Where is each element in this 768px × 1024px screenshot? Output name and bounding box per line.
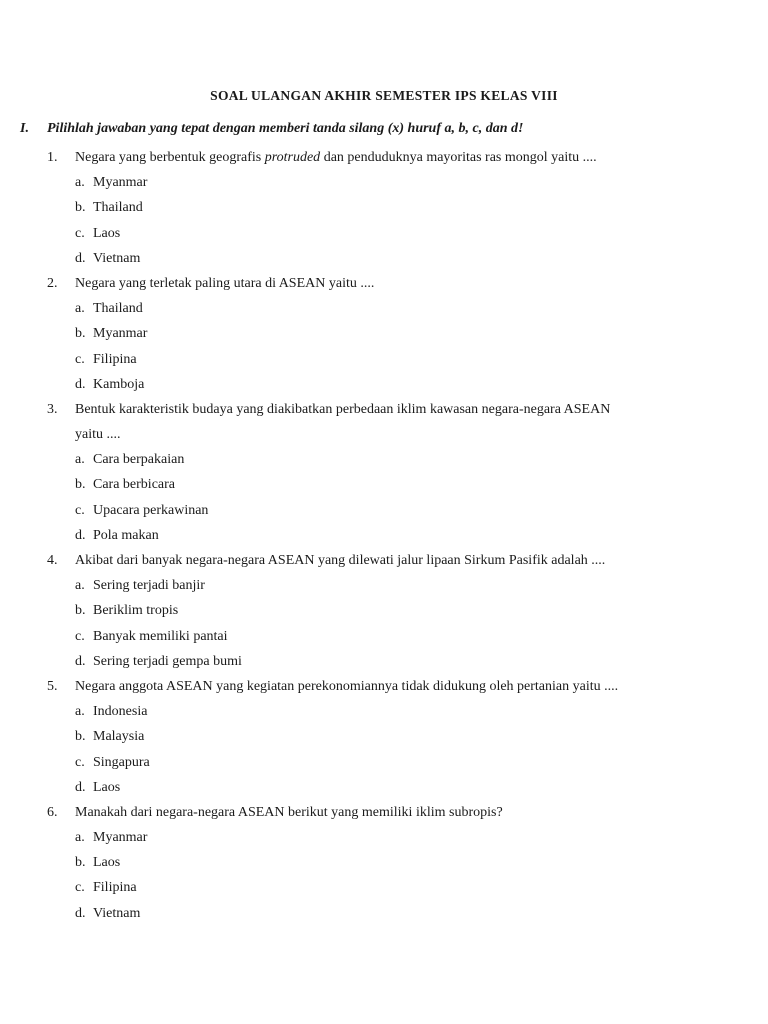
- question-text-continuation: yaitu ....: [75, 427, 121, 443]
- option-text: Malaysia: [93, 729, 145, 745]
- option-letter: b.: [75, 855, 86, 871]
- option-b[interactable]: [0, 850, 768, 875]
- option-text: Upacara perkawinan: [93, 502, 209, 518]
- question-text: Bentuk karakteristik budaya yang diakibatkan perbedaan iklim kawasan negara-negara ASEAN: [75, 401, 611, 417]
- option-letter: a.: [75, 452, 85, 468]
- question-number: 6.: [47, 804, 58, 820]
- option-c[interactable]: [0, 498, 768, 523]
- option-letter: d.: [75, 527, 86, 543]
- question-number: 3.: [47, 401, 58, 417]
- question-1: [0, 145, 768, 170]
- option-letter: a.: [75, 175, 85, 191]
- option-letter: d.: [75, 905, 86, 921]
- option-letter: b.: [75, 603, 86, 619]
- option-text: Thailand: [93, 200, 143, 216]
- option-text: Singapura: [93, 754, 150, 770]
- option-a[interactable]: [0, 699, 768, 724]
- question-text: Negara yang terletak paling utara di ASEAN yaitu ....: [75, 275, 375, 291]
- question-number: 2.: [47, 275, 58, 291]
- option-letter: a.: [75, 578, 85, 594]
- option-b[interactable]: [0, 472, 768, 497]
- option-letter: d.: [75, 376, 86, 392]
- option-letter: b.: [75, 477, 86, 493]
- option-b[interactable]: [0, 195, 768, 220]
- option-text: Myanmar: [93, 326, 148, 342]
- option-text: Beriklim tropis: [93, 603, 179, 619]
- option-letter: b.: [75, 200, 86, 216]
- option-text: Sering terjadi banjir: [93, 578, 205, 594]
- option-text: Vietnam: [93, 905, 141, 921]
- option-a[interactable]: [0, 825, 768, 850]
- section-number: I.: [20, 121, 29, 136]
- option-b[interactable]: [0, 321, 768, 346]
- option-text: Pola makan: [93, 527, 159, 543]
- option-letter: b.: [75, 729, 86, 745]
- option-text: Indonesia: [93, 704, 148, 720]
- option-a[interactable]: [0, 573, 768, 598]
- option-letter: c.: [75, 628, 85, 644]
- option-letter: d.: [75, 779, 86, 795]
- option-c[interactable]: [0, 624, 768, 649]
- option-text: Thailand: [93, 301, 143, 317]
- option-letter: c.: [75, 754, 85, 770]
- option-a[interactable]: [0, 296, 768, 321]
- question-text: Negara anggota ASEAN yang kegiatan perekonomiannya tidak didukung oleh pertanian yaitu ....: [75, 678, 619, 694]
- option-text: Myanmar: [93, 830, 148, 846]
- option-letter: c.: [75, 225, 85, 241]
- question-number: 1.: [47, 150, 58, 165]
- option-text: Myanmar: [93, 175, 148, 191]
- option-c[interactable]: [0, 347, 768, 372]
- option-letter: a.: [75, 830, 85, 846]
- question-number: 4.: [47, 553, 58, 568]
- option-letter: b.: [75, 326, 86, 342]
- option-c[interactable]: [0, 221, 768, 246]
- question-text: Negara yang berbentuk geografis protruded dan penduduknya mayoritas ras mongol yaitu ....: [75, 150, 597, 165]
- question-6: [0, 800, 768, 825]
- option-letter: a.: [75, 301, 85, 317]
- option-text: Sering terjadi gempa bumi: [93, 653, 242, 669]
- option-text: Banyak memiliki pantai: [93, 628, 228, 644]
- question-2: [0, 271, 768, 296]
- option-text: Vietnam: [93, 250, 141, 266]
- option-text: Cara berbicara: [93, 477, 175, 493]
- option-b[interactable]: [0, 598, 768, 623]
- option-d[interactable]: [0, 372, 768, 397]
- option-letter: d.: [75, 250, 86, 266]
- question-5: [0, 674, 768, 699]
- option-d[interactable]: [0, 246, 768, 271]
- option-c[interactable]: [0, 750, 768, 775]
- option-text: Laos: [93, 855, 121, 871]
- option-b[interactable]: [0, 724, 768, 749]
- section-heading: [20, 121, 523, 137]
- section-instruction: Pilihlah jawaban yang tepat dengan memberi tanda silang (x) huruf a, b, c, dan d!: [47, 121, 524, 136]
- option-text: Filipina: [93, 880, 137, 896]
- option-d[interactable]: [0, 523, 768, 548]
- option-text: Cara berpakaian: [93, 452, 185, 468]
- question-list: [0, 145, 768, 926]
- option-text: Kamboja: [93, 376, 145, 392]
- page-title: SOAL ULANGAN AKHIR SEMESTER IPS KELAS VIII: [210, 88, 558, 103]
- question-text: Akibat dari banyak negara-negara ASEAN yang dilewati jalur lipaan Sirkum Pasifik adalah ....: [75, 553, 606, 568]
- option-a[interactable]: [0, 170, 768, 195]
- option-letter: c.: [75, 502, 85, 518]
- option-letter: c.: [75, 880, 85, 896]
- option-letter: a.: [75, 704, 85, 720]
- option-d[interactable]: [0, 775, 768, 800]
- option-text: Laos: [93, 225, 121, 241]
- question-3-continuation: [0, 422, 768, 447]
- option-c[interactable]: [0, 875, 768, 900]
- option-d[interactable]: [0, 901, 768, 926]
- question-4: [0, 548, 768, 573]
- question-text: Manakah dari negara-negara ASEAN berikut yang memiliki iklim subropis?: [75, 804, 503, 820]
- option-letter: c.: [75, 351, 85, 367]
- question-3: [0, 397, 768, 422]
- option-text: Filipina: [93, 351, 137, 367]
- option-a[interactable]: [0, 447, 768, 472]
- italic-term: protruded: [264, 150, 321, 165]
- option-letter: d.: [75, 653, 86, 669]
- option-d[interactable]: [0, 649, 768, 674]
- question-number: 5.: [47, 678, 58, 694]
- option-text: Laos: [93, 779, 121, 795]
